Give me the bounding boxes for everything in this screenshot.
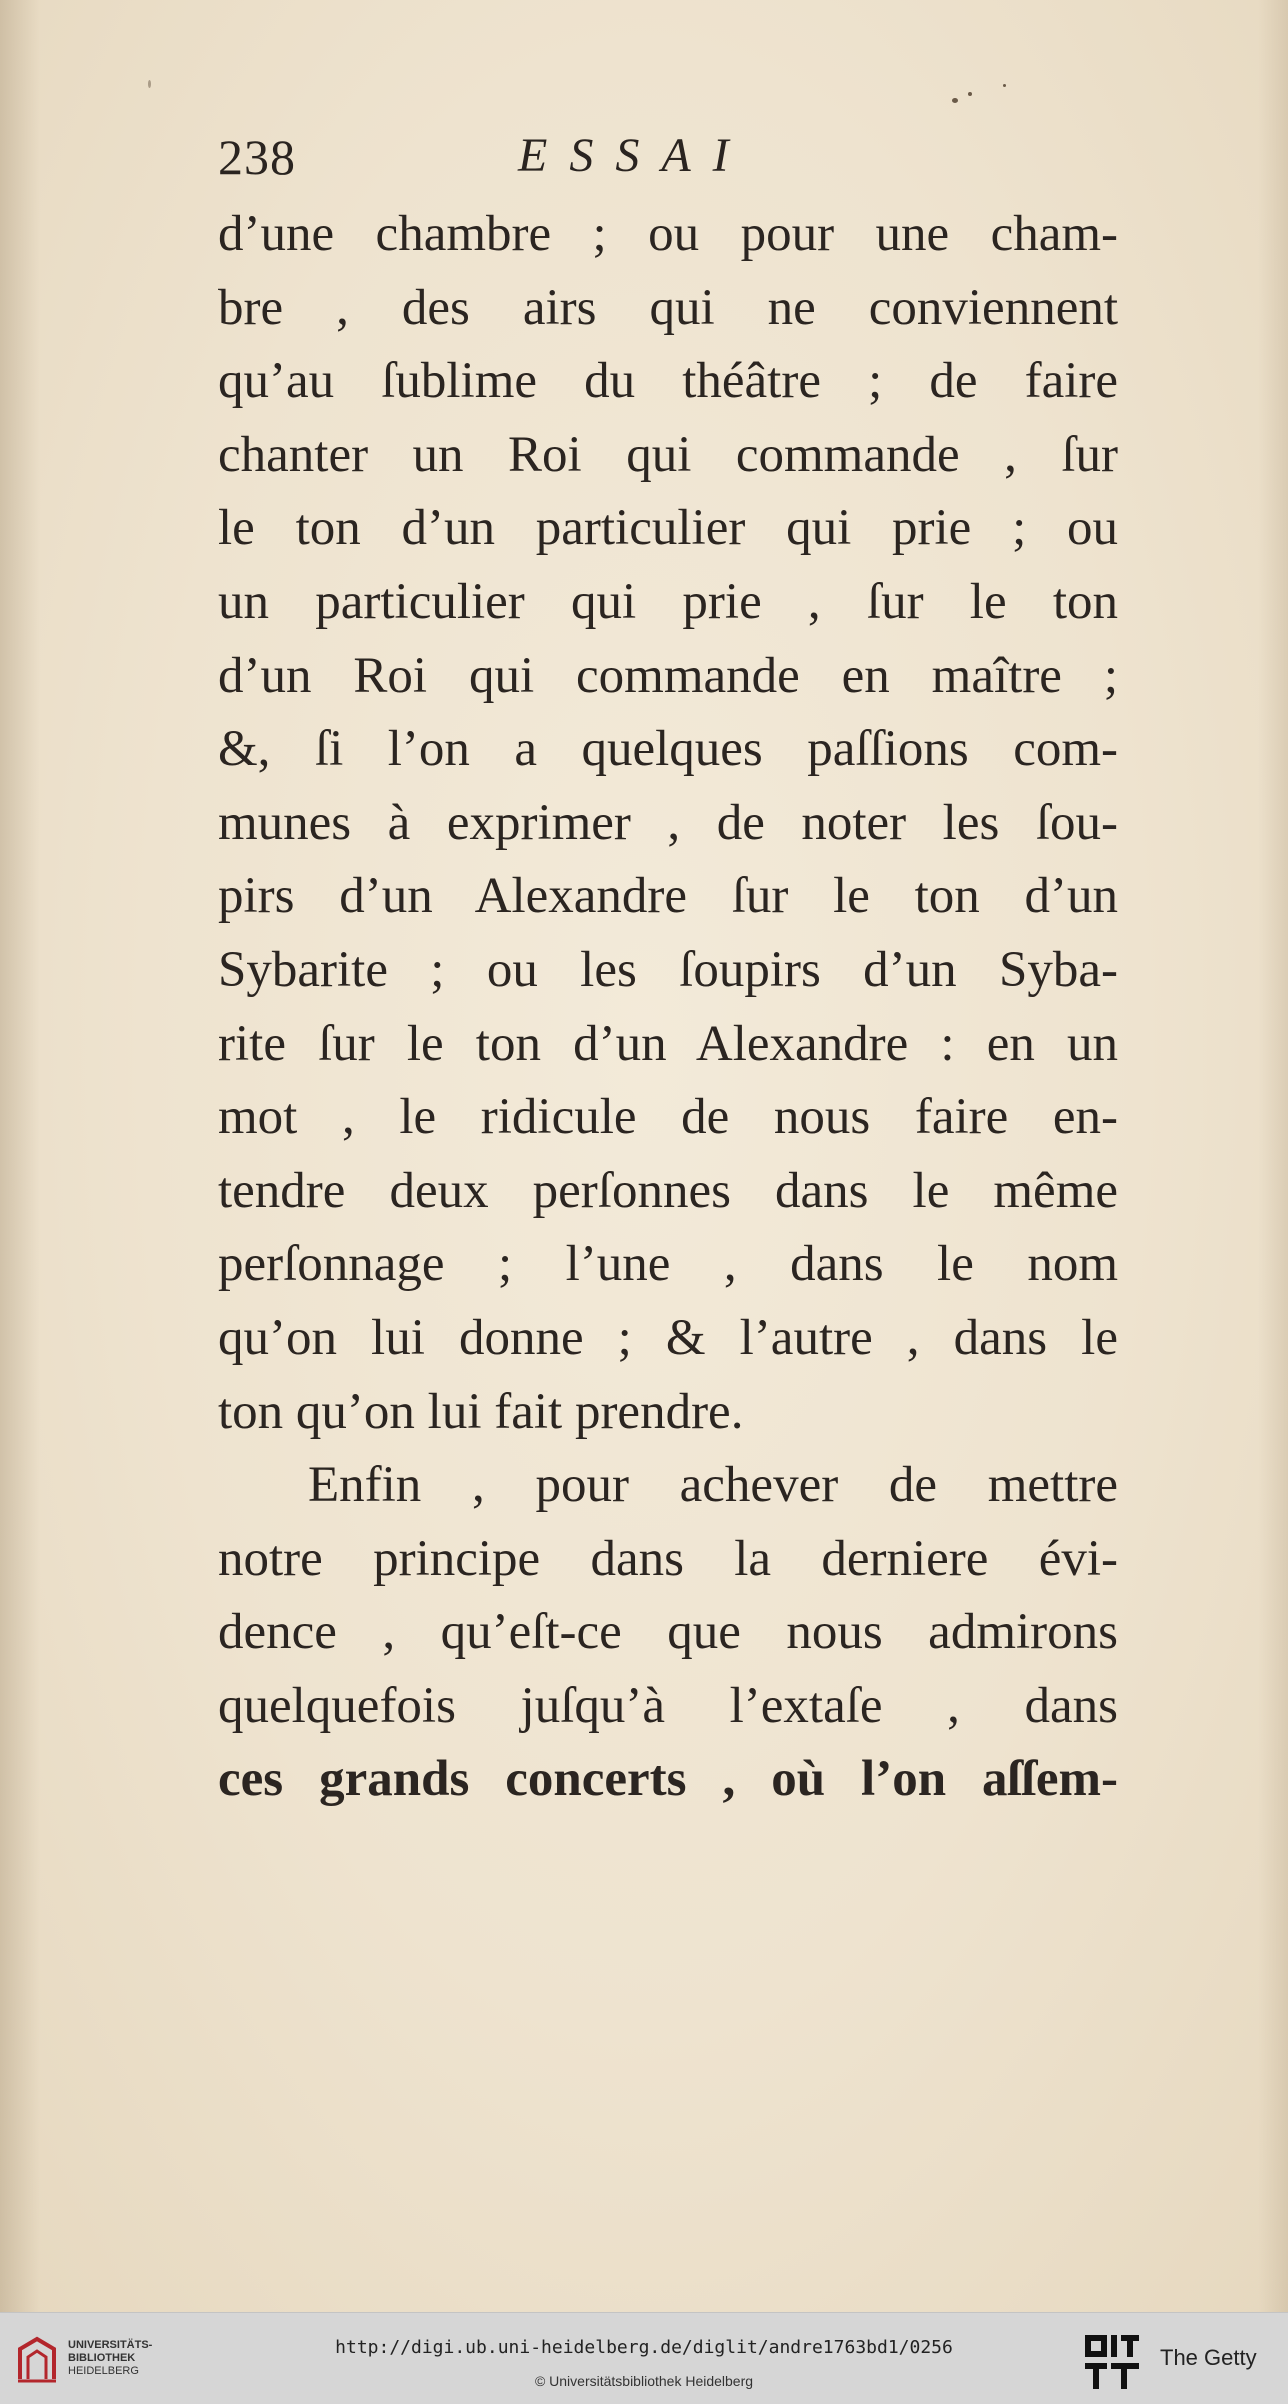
text-line: qu’au ſublime du théâtre ; de faire (218, 353, 1118, 410)
getty-logo-icon[interactable] (1083, 2333, 1141, 2391)
text-line: munes à exprimer , de noter les ſou- (218, 794, 1118, 851)
text-line: &, ſi l’on a quelques paſſions com- (218, 721, 1118, 778)
partner-name[interactable]: The Getty (1160, 2345, 1257, 2370)
text-line: d’un Roi qui commande en maître ; (218, 647, 1118, 704)
page-number: 238 (218, 129, 296, 185)
library-name-line2: BIBLIOTHEK (68, 2352, 136, 2364)
ink-speck (968, 92, 972, 96)
text-line: chanter un Roi qui commande , ſur (218, 426, 1118, 483)
paragraph-first-line: Enfin , pour achever de mettre (308, 1457, 1118, 1514)
copyright-notice: © Universitätsbibliothek Heidelberg (534, 2373, 754, 2389)
library-name-line1: UNIVERSITÄTS- (68, 2339, 153, 2351)
ink-speck (1003, 84, 1006, 87)
permalink-url[interactable]: http://digi.ub.uni-heidelberg.de/diglit/andre1763bd1/0256 (335, 2337, 953, 2358)
running-head: ESSAI (518, 129, 751, 182)
viewer-footer (0, 2312, 1288, 2404)
text-line: bre , des airs qui ne conviennent (218, 279, 1118, 336)
text-line: qu’on lui donne ; & l’autre , dans le (218, 1309, 1118, 1366)
text-line: d’une chambre ; ou pour une cham- (218, 206, 1118, 262)
text-line: dence , qu’eſt-ce que nous admirons (218, 1604, 1118, 1661)
text-line: mot , le ridicule de nous faire en- (218, 1089, 1118, 1146)
ink-speck (148, 80, 151, 88)
library-name-line3: HEIDELBERG (68, 2365, 139, 2377)
ink-speck (952, 98, 958, 103)
body-text (218, 198, 1118, 1817)
text-line: ton qu’on lui fait prendre. (218, 1383, 744, 1440)
text-line: pirs d’un Alexandre ſur le ton d’un (218, 868, 1118, 925)
text-line: un particulier qui prie , ſur le ton (218, 573, 1118, 630)
text-line: notre principe dans la derniere évi- (218, 1530, 1118, 1587)
text-line: tendre deux perſonnes dans le même (218, 1162, 1118, 1219)
text-line: perſonnage ; l’une , dans le nom (218, 1236, 1118, 1293)
text-line: quelquefois juſqu’à l’extaſe , dans (218, 1677, 1118, 1734)
text-line: ces grands concerts , où l’on aſſem- (218, 1751, 1118, 1808)
page-header (218, 128, 1118, 198)
text-line: le ton d’un particulier qui prie ; ou (218, 500, 1118, 557)
text-line: Sybarite ; ou les ſoupirs d’un Syba- (218, 941, 1118, 998)
text-line: rite ſur le ton d’un Alexandre : en un (218, 1015, 1118, 1072)
